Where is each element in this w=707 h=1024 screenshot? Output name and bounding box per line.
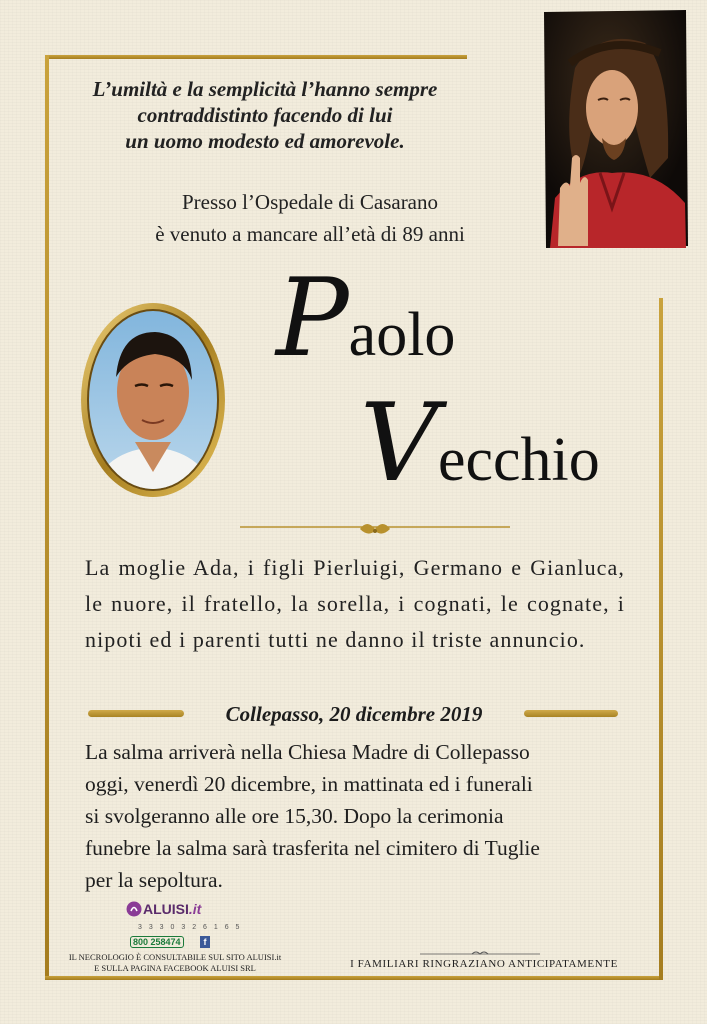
funeral-details [85,736,630,896]
frame-top-line [45,55,467,59]
facebook-icon: f [200,936,210,948]
notice-date: Collepasso, 20 dicembre 2019 [225,702,483,726]
deceased-first-name [276,256,456,381]
family-thanks: I FAMILIARI RINGRAZIANO ANTICIPATAMENTE [350,958,618,970]
ornament-divider-icon [240,517,510,541]
death-notice-intro [90,186,530,250]
frame-right-line [659,298,663,980]
deceased-portrait [80,302,226,498]
agency-phone: 3 3 3 0 3 2 6 1 6 5 [138,924,242,931]
funeral-line: per la sepoltura. [85,868,223,892]
agency-name: ALUISI.it [143,901,202,917]
funeral-line: funebre la salma sarà trasferita nel cimitero di Tuglie [85,836,540,860]
jesus-icon [540,8,690,250]
agency-footer-note [60,952,290,974]
deceased-last-name [360,381,600,506]
funeral-line: La salma arriverà nella Chiesa Madre di Collepasso [85,740,530,764]
first-name-initial: P [276,256,349,381]
date-bar-left [88,710,184,717]
frame-bottom-line [45,976,663,980]
quote-line: contraddistinto facendo di lui [137,103,393,127]
footer-note-line: IL NECROLOGIO È CONSULTABILE SUL SITO ALUISI.it [68,952,282,962]
quote-line: un uomo modesto ed amorevole. [125,129,405,153]
memorial-quote [55,76,475,154]
date-bar-right [524,710,618,717]
intro-line: è venuto a mancare all’età di 89 anni [155,222,465,246]
agency-toll-free-phone: 800 258474 [130,936,184,948]
intro-line: Presso l’Ospedale di Casarano [181,190,439,214]
first-name-rest: aolo [348,301,456,369]
quote-line: L’umiltà e la semplicità l’hanno sempre [92,77,438,101]
agency-logo-icon [126,901,142,917]
footer-note-line: E SULLA PAGINA FACEBOOK ALUISI SRL [94,963,256,973]
family-announcement: La moglie Ada, i figli Pierluigi, Germano e Gianluca, le nuore, il fratello, la sorella, i cognati, le cognate, i nipoti ed i parenti tutti ne danno il triste annuncio. [85,555,625,652]
last-name-initial: V [360,381,438,506]
funeral-line: oggi, venerdì 20 dicembre, in mattinata ed i funerali [85,772,533,796]
funeral-line: si svolgeranno alle ore 15,30. Dopo la cerimonia [85,804,504,828]
frame-left-line [45,55,49,980]
last-name-rest: ecchio [438,426,600,494]
